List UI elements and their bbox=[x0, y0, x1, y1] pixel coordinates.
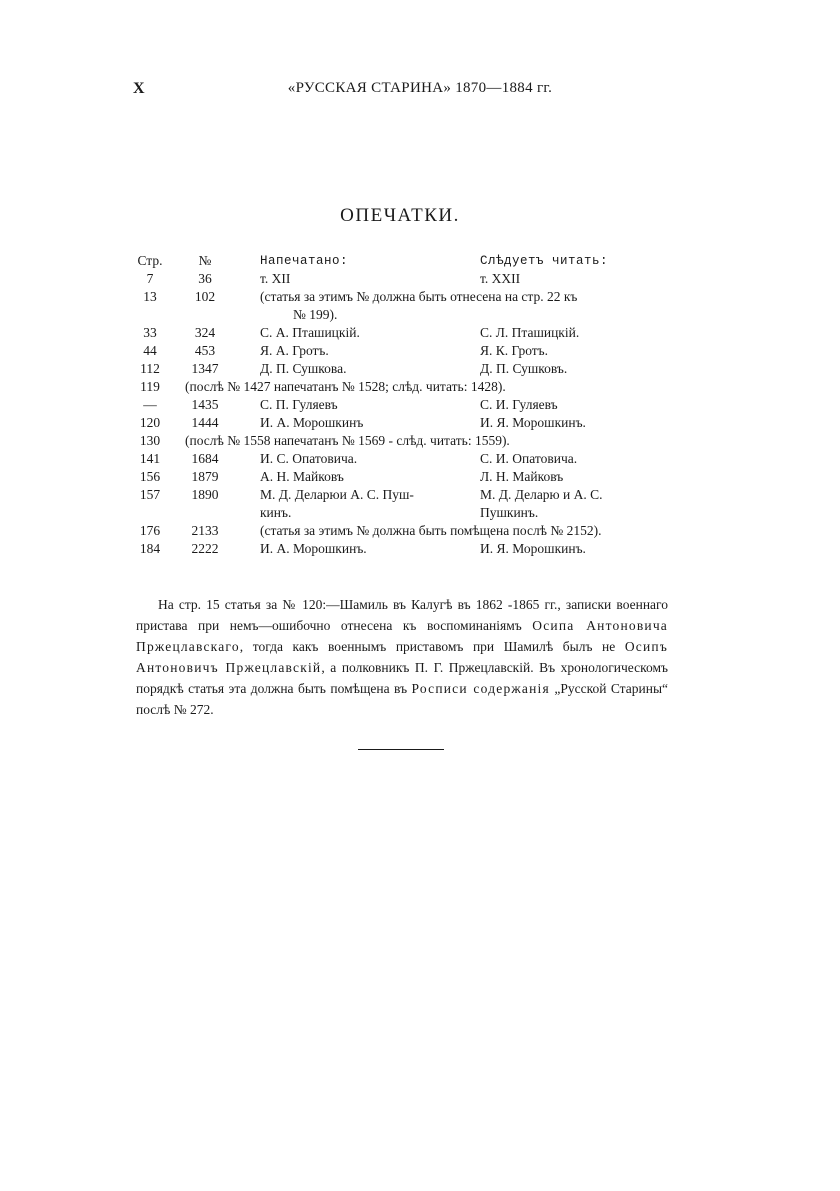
note-name-3: Росписи содержанія bbox=[411, 680, 550, 696]
row-page: 44 bbox=[143, 343, 157, 358]
row-read: М. Д. Деларю и А. С. bbox=[480, 487, 603, 502]
row-page: 141 bbox=[139, 451, 161, 466]
row-read: И. Я. Морошкинъ. bbox=[480, 541, 586, 556]
row-note: (послѣ № 1427 напечатанъ № 1528; слѣд. читать: 1428). bbox=[185, 379, 506, 394]
row-read: И. Я. Морошкинъ. bbox=[480, 415, 586, 430]
row-printed: С. А. Пташицкій. bbox=[260, 325, 360, 340]
table-header-row bbox=[133, 252, 678, 270]
table-row bbox=[133, 324, 678, 342]
table-row-continuation bbox=[133, 504, 678, 522]
row-page: 184 bbox=[139, 541, 161, 556]
row-printed: И. А. Морошкинъ. bbox=[260, 541, 367, 556]
row-num: 36 bbox=[198, 271, 212, 286]
running-title: «РУССКАЯ СТАРИНА» 1870—1884 гг. bbox=[287, 80, 553, 96]
row-printed: Я. А. Гротъ. bbox=[260, 343, 329, 358]
row-num: 1890 bbox=[191, 487, 219, 502]
table-row bbox=[133, 540, 678, 558]
row-printed: М. Д. Деларюи А. С. Пуш- bbox=[260, 487, 414, 502]
row-note: (статья за этимъ № должна быть помѣщена послѣ № 2152). bbox=[260, 523, 602, 538]
row-num: 324 bbox=[194, 325, 216, 340]
section-title: ОПЕЧАТКИ. bbox=[340, 205, 460, 226]
header-page: Стр. bbox=[137, 253, 163, 268]
row-printed: С. П. Гуляевъ bbox=[260, 397, 338, 412]
header-num: № bbox=[198, 253, 212, 268]
row-note: (статья за этимъ № должна быть отнесена на стр. 22 къ bbox=[260, 289, 578, 304]
row-read: Я. К. Гротъ. bbox=[480, 343, 549, 358]
row-num: 2133 bbox=[191, 523, 219, 538]
row-page: 33 bbox=[143, 325, 157, 340]
row-page: 119 bbox=[140, 379, 160, 394]
table-row bbox=[133, 468, 678, 486]
table-row bbox=[133, 288, 678, 306]
row-note: (послѣ № 1558 напечатанъ № 1569 - слѣд. читать: 1559). bbox=[185, 433, 510, 448]
header-read: Слѣдуетъ читать: bbox=[480, 254, 609, 268]
row-printed: И. С. Опатовича. bbox=[260, 451, 358, 466]
table-row bbox=[133, 486, 678, 504]
note-text-3: , а полковникъ П. Г. Пржецлавскій. Въ хронологическомъ порядкѣ статья эта должна быть помѣщена въ bbox=[136, 659, 668, 696]
page-header bbox=[0, 80, 840, 102]
page-number: X bbox=[133, 80, 145, 97]
row-page: 7 bbox=[146, 271, 154, 286]
row-read: С. Л. Пташицкій. bbox=[480, 325, 580, 340]
row-printed: Д. П. Сушкова. bbox=[260, 361, 347, 376]
note-text-2: , тогда какъ военнымъ приставомъ при Шамилѣ былъ не bbox=[239, 638, 625, 654]
row-read: Д. П. Сушковъ. bbox=[480, 361, 568, 376]
row-num: 102 bbox=[194, 289, 216, 304]
table-row bbox=[133, 396, 678, 414]
table-row bbox=[133, 432, 678, 450]
note-paragraph bbox=[136, 594, 668, 720]
table-row bbox=[133, 414, 678, 432]
row-page: 120 bbox=[139, 415, 161, 430]
row-page: 157 bbox=[139, 487, 161, 502]
row-read: С. И. Опатовича. bbox=[480, 451, 578, 466]
row-page: — bbox=[143, 397, 157, 412]
row-num: 453 bbox=[194, 343, 216, 358]
row-num: 2222 bbox=[191, 541, 219, 556]
row-num: 1435 bbox=[191, 397, 219, 412]
note-name-1: Осипа Антоновича Пржецлавскаго bbox=[136, 617, 668, 654]
row-page: 156 bbox=[139, 469, 161, 484]
row-printed: И. А. Морошкинъ bbox=[260, 415, 364, 430]
note-name-2: Осипъ Антоновичъ Пржецлавскій bbox=[136, 638, 668, 675]
table-row bbox=[133, 378, 678, 396]
note-text-4: „Русской Старины“ послѣ № 272. bbox=[136, 680, 669, 717]
row-page: 13 bbox=[143, 289, 157, 304]
header-printed: Напечатано: bbox=[260, 254, 349, 268]
table-row-continuation bbox=[133, 306, 678, 324]
closing-rule bbox=[358, 749, 444, 750]
row-page: 176 bbox=[139, 523, 161, 538]
row-num: 1879 bbox=[191, 469, 219, 484]
row-printed: т. XII bbox=[260, 271, 291, 286]
row-read: Л. Н. Майковъ bbox=[480, 469, 564, 484]
table-row bbox=[133, 360, 678, 378]
row-read: т. XXII bbox=[480, 271, 521, 286]
row-read-cont: Пушкинъ. bbox=[480, 505, 539, 520]
table-row bbox=[133, 450, 678, 468]
row-page: 112 bbox=[140, 361, 160, 376]
row-page: 130 bbox=[139, 433, 161, 448]
errata-table bbox=[133, 252, 678, 558]
row-num: 1444 bbox=[191, 415, 219, 430]
table-row bbox=[133, 342, 678, 360]
note-text-1: На стр. 15 статья за № 120:—Шамиль въ Калугѣ въ 1862 -1865 гг., записки военнаго пристава при немъ—ошибочно отнесена къ воспоминаніямъ bbox=[136, 596, 668, 633]
row-num: 1684 bbox=[191, 451, 219, 466]
row-printed-cont: кинъ. bbox=[260, 505, 292, 520]
row-read: С. И. Гуляевъ bbox=[480, 397, 558, 412]
row-note-cont: № 199). bbox=[293, 307, 338, 322]
table-row bbox=[133, 522, 678, 540]
table-row bbox=[133, 270, 678, 288]
row-printed: А. Н. Майковъ bbox=[260, 469, 344, 484]
row-num: 1347 bbox=[191, 361, 219, 376]
